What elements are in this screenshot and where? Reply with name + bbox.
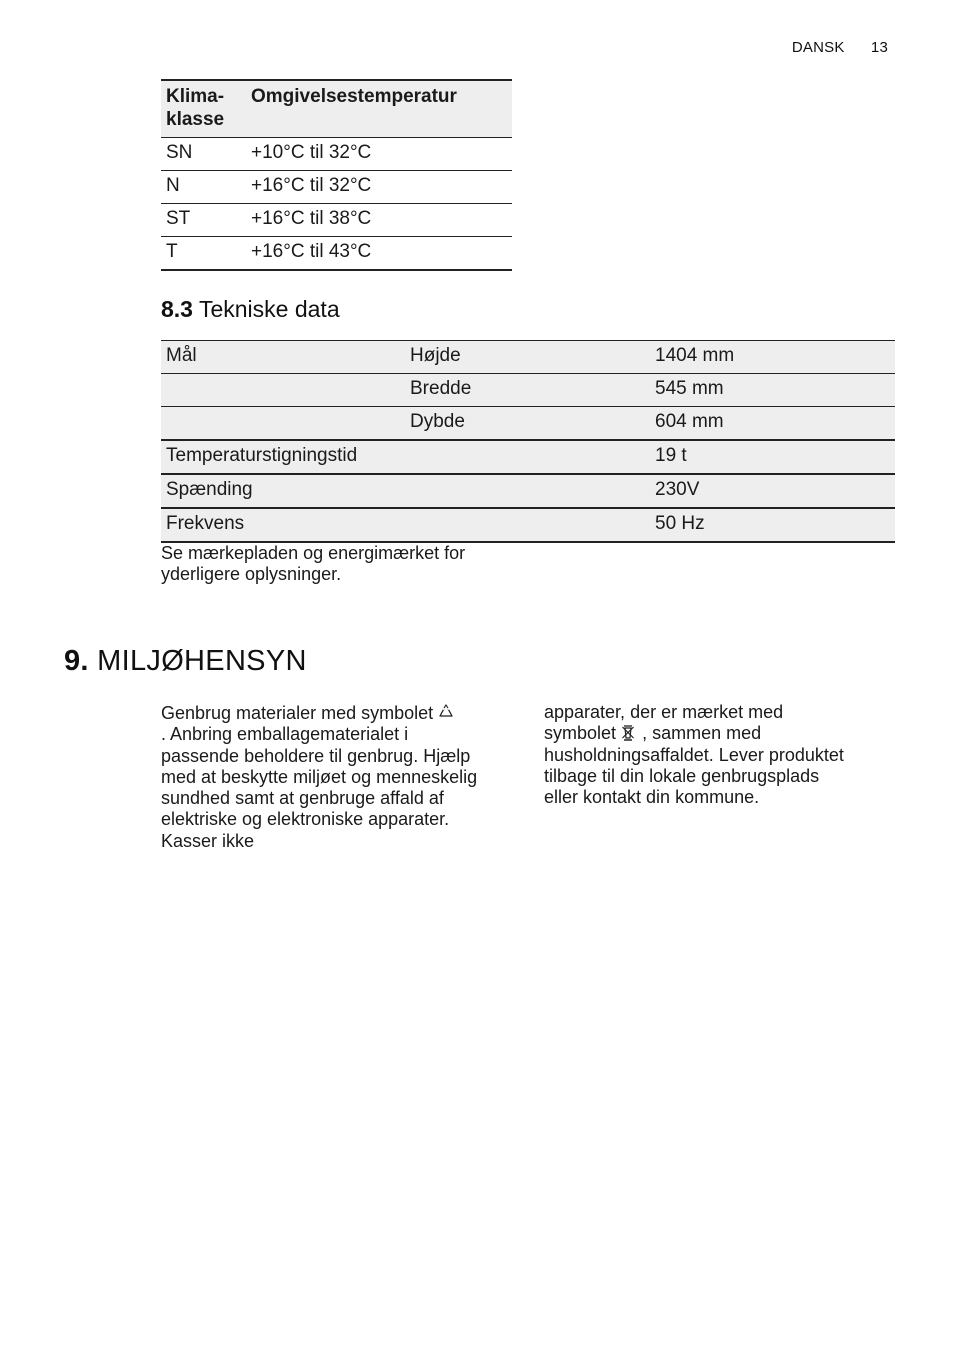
environment-text-left: Genbrug materialer med symbolet . Anbring emballagematerialet i passende beholdere til genbrug. Hjælp med at beskytte miljøet og menneskelig sundhed samt at genbruge affald af elektriske og elektroniske apparater. Kasser ikke (161, 703, 478, 851)
technical-data-table (161, 340, 895, 543)
table-header-row (161, 80, 512, 138)
table-cell (161, 407, 405, 441)
table-cell: 50 Hz (650, 508, 895, 542)
table-cell: 230V (650, 474, 895, 508)
table-cell: N (161, 171, 246, 204)
table-row (161, 237, 512, 271)
table-cell: +16°C til 38°C (246, 204, 512, 237)
table-cell: Frekvens (161, 508, 405, 542)
table-cell: Dybde (405, 407, 650, 441)
table-cell: Højde (405, 341, 650, 374)
table-cell: 604 mm (650, 407, 895, 441)
table-cell (161, 374, 405, 407)
environment-text-right: apparater, der er mærket med symbolet , sammen med husholdningsaffaldet. Lever produktet tilbage til din lokale genbrugsplads eller kontakt din kommune. (544, 702, 844, 808)
column-header-ambient-temperature: Omgivelsestemperatur (246, 80, 512, 138)
table-cell: Temperaturstigningstid (161, 440, 405, 474)
table-cell: 1404 mm (650, 341, 895, 374)
crossed-bin-icon (621, 723, 637, 741)
table-cell: T (161, 237, 246, 271)
chapter-heading-environment: 9. MILJØHENSYN (64, 645, 307, 677)
section-heading-technical-data: 8.3 Tekniske data (161, 296, 340, 322)
rating-plate-note: Se mærkepladen og energimærket for yderligere oplysninger. (161, 543, 466, 584)
table-row (161, 474, 895, 508)
table-cell: 19 t (650, 440, 895, 474)
table-cell (405, 440, 650, 474)
table-row (161, 171, 512, 204)
table-row (161, 341, 895, 374)
header-language: DANSK (791, 39, 845, 56)
table-row (161, 204, 512, 237)
table-cell (405, 508, 650, 542)
climate-class-table (161, 79, 512, 271)
table-cell: +16°C til 32°C (246, 171, 512, 204)
table-cell: 545 mm (650, 374, 895, 407)
page-number: 13 (870, 39, 888, 56)
page-header (792, 39, 888, 56)
table-cell: ST (161, 204, 246, 237)
table-row (161, 440, 895, 474)
table-cell: +16°C til 43°C (246, 237, 512, 271)
table-cell: +10°C til 32°C (246, 138, 512, 171)
table-cell: Mål (161, 341, 405, 374)
table-cell: Spænding (161, 474, 405, 508)
recycle-icon (438, 703, 454, 721)
table-row (161, 138, 512, 171)
table-row (161, 374, 895, 407)
table-cell: SN (161, 138, 246, 171)
column-header-climate-class: Klima- klasse (161, 80, 246, 138)
table-row (161, 508, 895, 542)
table-row (161, 407, 895, 441)
table-cell (405, 474, 650, 508)
table-cell: Bredde (405, 374, 650, 407)
